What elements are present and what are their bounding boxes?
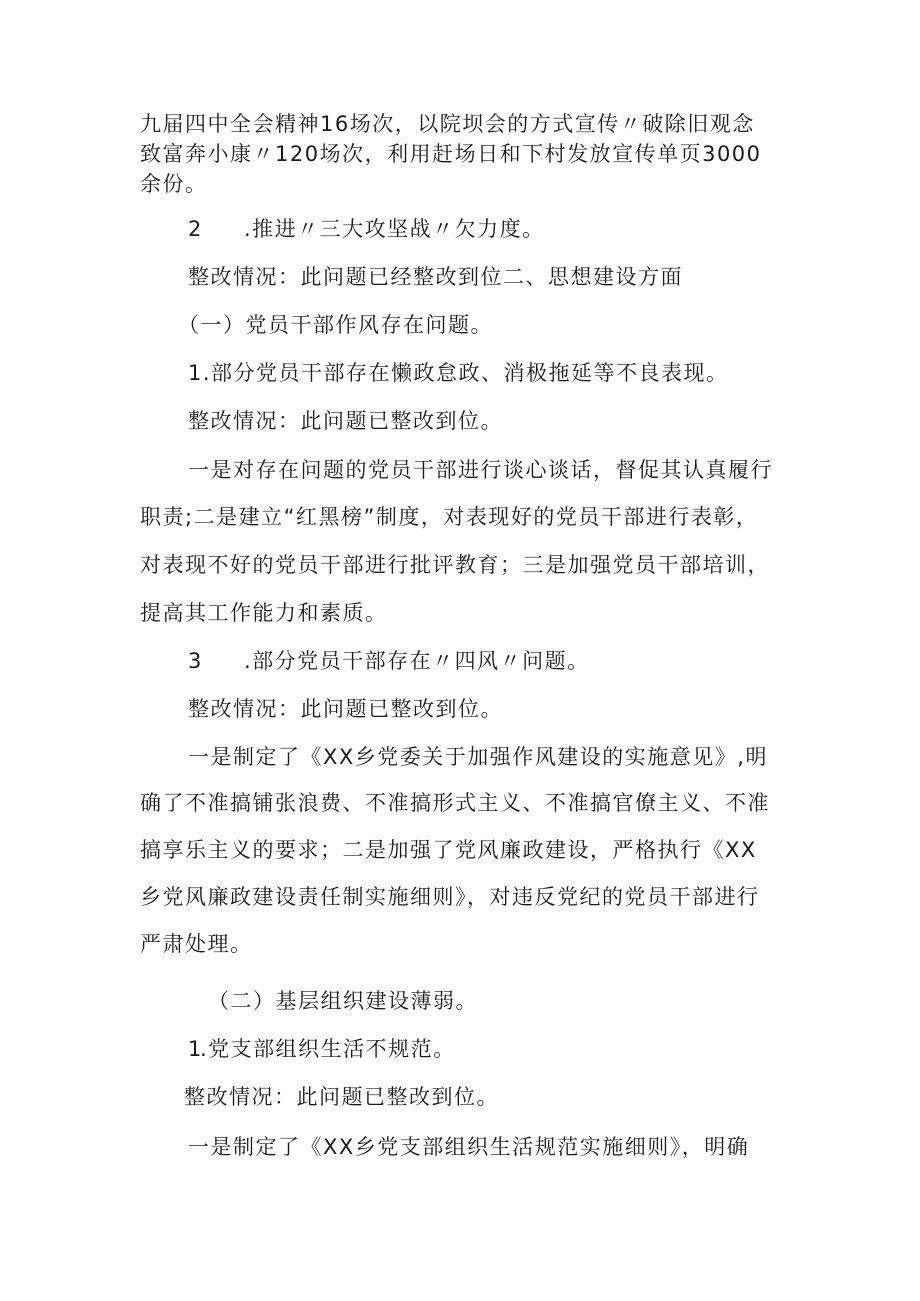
paragraph-line: 严肃处理。 <box>140 932 253 956</box>
paragraph-line: 余份。 <box>140 172 208 196</box>
paragraph-line: 职责;二是建立“红黑榜”制度，对表现好的党员干部进行表彰， <box>140 505 759 529</box>
paragraph-line: 乡党风廉政建设责任制实施细则》，对违反党纪的党员干部进行 <box>140 885 760 909</box>
list-item-text: .党支部组织生活不规范。 <box>200 1037 456 1061</box>
list-item-text: .部分党员干部存在〃四风〃问题。 <box>244 649 590 673</box>
rectification-status: 整改情况：此问题已整改到位。 <box>188 697 503 721</box>
list-item-1: 1.部分党员干部存在懒政怠政、消极拖延等不良表现。 <box>188 361 729 385</box>
paragraph-line: 提高其工作能力和素质。 <box>140 601 388 625</box>
list-item-number: 2 <box>188 217 203 241</box>
list-item-2 <box>188 219 545 240</box>
list-item-number: 3 <box>188 649 203 673</box>
paragraph-line: 致富奔小康〃120场次，利用赶场日和下村发放宣传单页3000 <box>140 142 762 166</box>
paragraph-line: 搞享乐主义的要求；二是加强了党风廉政建设，严格执行《XX <box>140 838 757 862</box>
paragraph-line: 九届四中全会精神16场次，以院坝会的方式宣传〃破除旧观念 <box>140 112 755 136</box>
paragraph-line: 一是对存在问题的党员干部进行谈心谈话，督促其认真履行 <box>188 458 773 482</box>
list-item-1b <box>188 1039 456 1060</box>
rectification-status: 整改情况：此问题已整改到位。 <box>188 409 503 433</box>
paragraph-line: 确了不准搞铺张浪费、不准搞形式主义、不准搞官僚主义、不准 <box>140 791 770 815</box>
paragraph-line: 一是制定了《XX乡党支部组织生活规范实施细则》，明确 <box>188 1135 750 1159</box>
section-heading: （一）党员干部作风存在问题。 <box>178 313 493 337</box>
paragraph-line: 一是制定了《XX乡党委关于加强作风建设的实施意见》,明 <box>188 745 768 769</box>
rectification-status: 整改情况：此问题已经整改到位二、思想建设方面 <box>188 265 683 289</box>
list-item-text: .推进〃三大攻坚战〃欠力度。 <box>244 217 545 241</box>
list-item-number: 1 <box>188 1037 203 1061</box>
paragraph-line: 对表现不好的党员干部进行批评教育；三是加强党员干部培训， <box>140 553 770 577</box>
list-item-3 <box>188 651 590 672</box>
rectification-status: 整改情况：此问题已整改到位。 <box>184 1085 499 1109</box>
section-heading: （二）基层组织建设薄弱。 <box>208 989 478 1013</box>
